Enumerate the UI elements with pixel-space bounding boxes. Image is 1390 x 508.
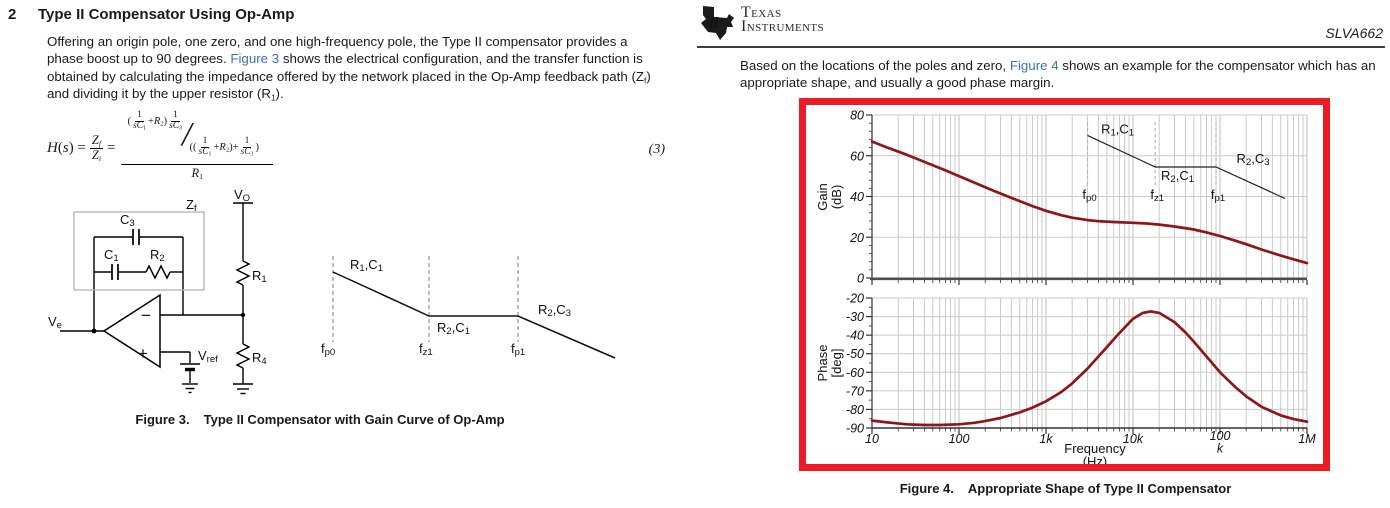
phase-tick-label: -80 (845, 402, 864, 417)
equation-number: (3) (648, 142, 665, 157)
sketch-seg1-label: R1,C1 (350, 257, 383, 274)
r4-label: R4 (252, 350, 267, 367)
asymptote-segment-label: R2,C1 (1161, 168, 1195, 185)
phase-tick-label: -70 (845, 384, 864, 399)
zi: $Z_i$ (91, 147, 102, 163)
equation-lhs: H(s) = (47, 139, 86, 156)
section-number: 2 (8, 6, 17, 23)
breakpoint-label: fz1 (1150, 187, 1165, 204)
gain-tick-label: 80 (850, 108, 864, 123)
sketch-fz1-label: fz1 (419, 341, 433, 358)
gain-axis-title: Gain (815, 183, 830, 211)
x-axis-title: Frequency (1064, 441, 1126, 456)
vo-label: VO (234, 187, 251, 204)
x-tick-label: 10k (1122, 432, 1144, 446)
phase-tick-label: -60 (845, 365, 864, 380)
phase-axis-unit: [deg] (829, 348, 844, 378)
x-tick-label: 1M (1298, 432, 1316, 446)
brand-line1: Texas (741, 4, 782, 21)
ve-label: Ve (48, 314, 62, 331)
gain-tick-label: 0 (857, 271, 864, 286)
gain-asymptote-line (1088, 135, 1286, 198)
vref-label: Vref (198, 348, 218, 365)
compensator-phase-curve (872, 311, 1307, 425)
x-tick-label: 10 (865, 432, 879, 446)
r1-label: R1 (252, 268, 267, 285)
figure3-caption-title: Type II Compensator with Gain Curve of Op-Amp (203, 412, 505, 427)
phase-axis-title: Phase (815, 344, 830, 382)
phase-tick-label: -90 (845, 421, 864, 436)
figure4-caption-title: Appropriate Shape of Type II Compensator (967, 481, 1232, 496)
ti-logo-icon (697, 5, 737, 43)
r2-label: R2 (150, 247, 165, 264)
phase-tick-label: -30 (845, 310, 864, 325)
asymptote-segment-label: R2,C3 (1236, 150, 1270, 168)
zf-label: Zf (186, 197, 197, 214)
left-paragraph: Offering an origin pole, one zero, and one high-frequency pole, the Type II compensator provides a phase boost up to 90 degrees. Figure 3 shows the electrical configuration, and the transfer function is obtained by calculating the impedance offered by the network placed in the Op-Amp feedback path $(Z_f)$ and dividing it by the upper resistor $(R_1)$. (47, 34, 651, 103)
x-tick-label: 100 (1209, 429, 1231, 443)
gain-tick-label: 20 (850, 230, 864, 245)
document-number: SLVA662 (1325, 25, 1383, 41)
right-paragraph: Based on the locations of the poles and zero, Figure 4 shows an example for the compensator which has an appropriate shape, and usually a good phase margin. (740, 58, 1376, 91)
gain-tick-label: 60 (850, 149, 864, 164)
c3-label: C3 (120, 212, 135, 229)
x-tick-label: 1k (1039, 432, 1053, 446)
sketch-seg3-label: R2,C3 (538, 302, 571, 319)
c1-label: C1 (104, 247, 119, 264)
numerator-slash: / (182, 115, 192, 153)
section-title: Type II Compensator Using Op-Amp (38, 6, 295, 23)
breakpoint-label: fp1 (1210, 187, 1226, 204)
zf: $Z_f$ (91, 133, 102, 149)
sketch-seg2-label: R2,C1 (437, 320, 470, 337)
equation-equals: = (107, 139, 116, 156)
x-tick-label: 100 (948, 432, 970, 446)
phase-tick-label: -40 (845, 328, 864, 343)
x-axis-unit: (Hz) (1082, 454, 1108, 469)
breakpoint-label: fp0 (1082, 187, 1097, 204)
gain-axis-unit: (dB) (829, 184, 844, 210)
sketch-fp1-label: fp1 (511, 341, 526, 358)
numerator-bottom: (( $\frac{1}{sC_1}$ $+R_2)+$ $\frac{1}{sC_3}$ ) (189, 136, 259, 158)
inverting-input-sign: − (141, 306, 151, 325)
figure3-caption-label: Figure 3. (135, 412, 190, 427)
phase-tick-label: -20 (845, 291, 864, 306)
figure4-caption-label: Figure 4. (899, 481, 954, 496)
phase-tick-label: -50 (845, 347, 864, 362)
noninverting-input-sign: + (138, 344, 148, 363)
brand-line2: Instruments (741, 17, 825, 35)
x-tick-label-2: k (1216, 441, 1224, 456)
svg-text:ti: ti (709, 15, 719, 32)
figure4-link[interactable]: Figure 4 (1009, 58, 1059, 73)
numerator-top: ( $\frac{1}{sC_1}$ $+R_2$) $\frac{1}{sC_3}$ (127, 110, 183, 132)
bode-curves (872, 142, 1307, 426)
sketch-fp0-label: fp0 (321, 341, 336, 358)
bode-annotation (1082, 121, 1285, 203)
main-denominator: $R_1$ (191, 165, 203, 181)
figure3-link[interactable]: Figure 3 (230, 51, 280, 67)
gain-tick-label: 40 (850, 190, 864, 204)
asymptote-segment-label: R1,C1 (1101, 121, 1135, 139)
